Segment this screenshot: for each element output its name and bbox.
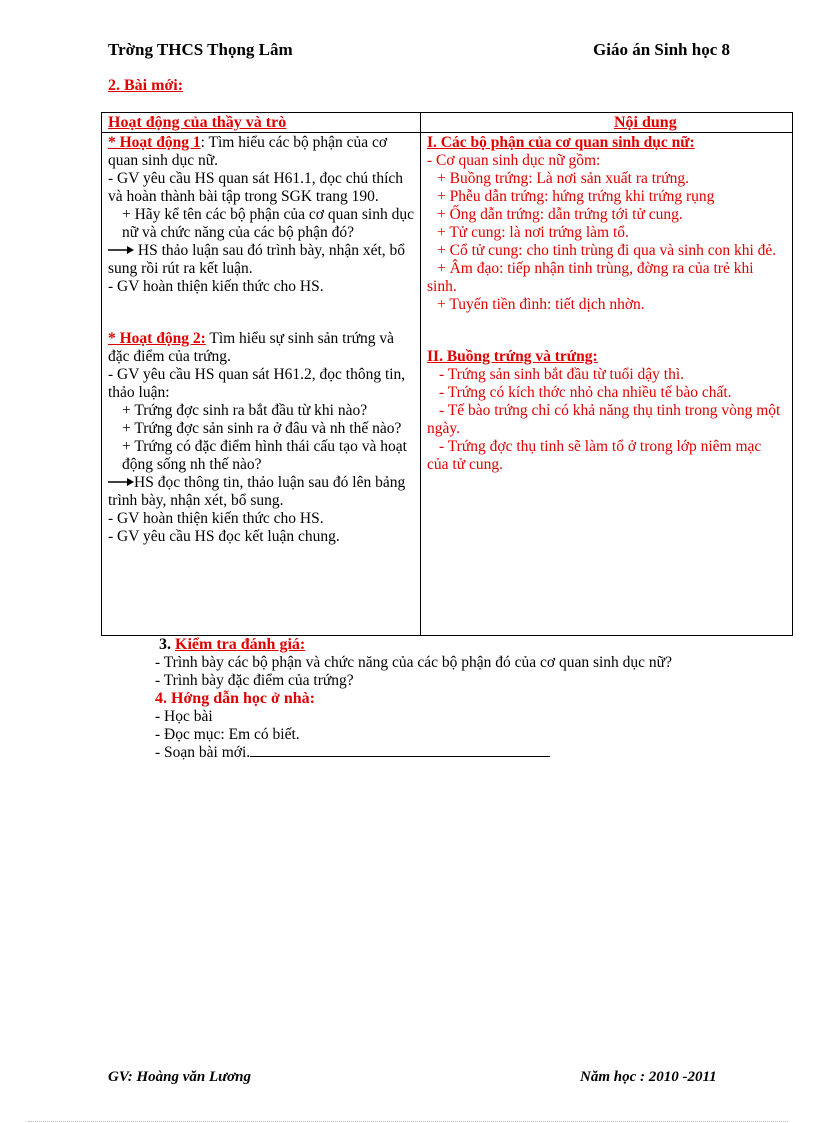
content-line: - Trứng sản sinh bắt đầu từ tuổi dậy thì. <box>439 366 684 383</box>
activity-2-question: + Trứng có đặc điểm hình thái cấu tạo và hoạt động sống nh thế nào? <box>122 438 407 473</box>
content-line: - Trứng có kích thớc nhỏ cha nhiều tế bào chất. <box>439 384 732 401</box>
content-line: + Âm đạo: tiếp nhận tinh trùng, đờng ra của trẻ khi sinh. <box>427 260 754 295</box>
activity-2-conclusion: HS đọc thông tin, thảo luận sau đó lên bảng trình bày, nhận xét, bổ sung. <box>108 474 406 509</box>
content-line: + Ống dẫn trứng: dẫn trứng tới tử cung. <box>437 206 683 223</box>
table-header-divider <box>102 132 792 133</box>
activity-1-heading: * Hoạt động 1: Tìm hiểu các bộ phận của cơ quan sinh dục nữ. <box>108 134 388 169</box>
homework-line: - Đọc mục: Em có biết. <box>155 726 300 743</box>
section-4-title: 4. Hớng dẫn học ở nhà: <box>155 690 315 707</box>
activity-2-line: - GV yêu cầu HS đọc kết luận chung. <box>108 528 340 545</box>
assessment-section <box>155 636 735 762</box>
col1-header: Hoạt động của thầy và trò <box>108 114 287 131</box>
activity-2-question: + Trứng đợc sinh ra bắt đầu từ khi nào? <box>122 402 368 419</box>
fill-in-line <box>250 744 550 757</box>
left-column <box>108 134 414 546</box>
footer-school-year: Năm học : 2010 -2011 <box>580 1069 717 1085</box>
arrow-right-icon <box>108 242 134 260</box>
activity-2-question: + Trứng đợc sản sinh ra ở đâu và nh thế nào? <box>122 420 402 437</box>
activity-2-line: - GV yêu cầu HS quan sát H61.2, đọc thông tin, thảo luận: <box>108 366 406 401</box>
activity-1-line: - GV hoàn thiện kiến thức cho HS. <box>108 278 324 295</box>
activity-1-line: - GV yêu cầu HS quan sát H61.1, đọc chú thích và hoàn thành bài tập trong SGK trang 190. <box>108 170 404 205</box>
content-line: + Buồng trứng: Là nơi sản xuất ra trứng. <box>437 170 689 187</box>
section-3-title: 3. Kiểm tra đánh giá: <box>159 636 306 653</box>
homework-last-line: - Soạn bài mới. <box>155 744 735 762</box>
content-line: + Tử cung: là nơi trứng làm tổ. <box>437 224 629 241</box>
content-line: - Tế bào trứng chỉ có khả năng thụ tinh trong vòng một ngày. <box>427 402 781 437</box>
header-school: Trờng THCS Thọng Lâm <box>108 40 293 59</box>
section-2-title: 2. Bài mới: <box>108 77 184 94</box>
content-line: + Phễu dẫn trứng: hứng trứng khi trứng rụng <box>437 188 715 205</box>
lesson-table <box>101 112 793 636</box>
page-edge-divider <box>28 1121 788 1122</box>
content-line: - Trứng đợc thụ tinh sẽ làm tổ ở trong lớp niêm mạc của tử cung. <box>427 438 762 473</box>
activity-2-line: - GV hoàn thiện kiến thức cho HS. <box>108 510 324 527</box>
homework-line: - Học bài <box>155 708 213 725</box>
content-line: - Cơ quan sinh dục nữ gồm: <box>427 152 601 169</box>
activity-1-conclusion: HS thảo luận sau đó trình bày, nhận xét, bổ sung rồi rút ra kết luận. <box>108 242 406 277</box>
activity-2-heading: * Hoạt động 2: Tìm hiểu sự sinh sản trứng và đặc điểm của trứng. <box>108 330 395 365</box>
content-section-1-title: I. Các bộ phận của cơ quan sinh dục nữ: <box>427 134 695 151</box>
arrow-right-icon <box>108 474 134 492</box>
header-subject: Giáo án Sinh học 8 <box>593 40 730 59</box>
table-column-divider <box>420 113 421 635</box>
assessment-line: - Trình bày đặc điểm của trứng? <box>155 672 354 689</box>
assessment-line: - Trình bày các bộ phận và chức năng của các bộ phận đó của cơ quan sinh dục nữ? <box>155 654 672 671</box>
col2-header: Nội dung <box>614 114 677 131</box>
content-section-2-title: II. Buồng trứng và trứng: <box>427 348 598 365</box>
right-column <box>427 134 782 474</box>
activity-1-line: + Hãy kể tên các bộ phận của cơ quan sinh dục nữ và chức năng của các bộ phận đó? <box>122 206 414 241</box>
content-line: + Cổ tử cung: cho tinh trùng đi qua và sinh con khi đẻ. <box>437 242 777 259</box>
content-line: + Tuyến tiền đình: tiết dịch nhờn. <box>437 296 645 313</box>
footer-teacher: GV: Hoàng văn Lương <box>108 1069 252 1085</box>
